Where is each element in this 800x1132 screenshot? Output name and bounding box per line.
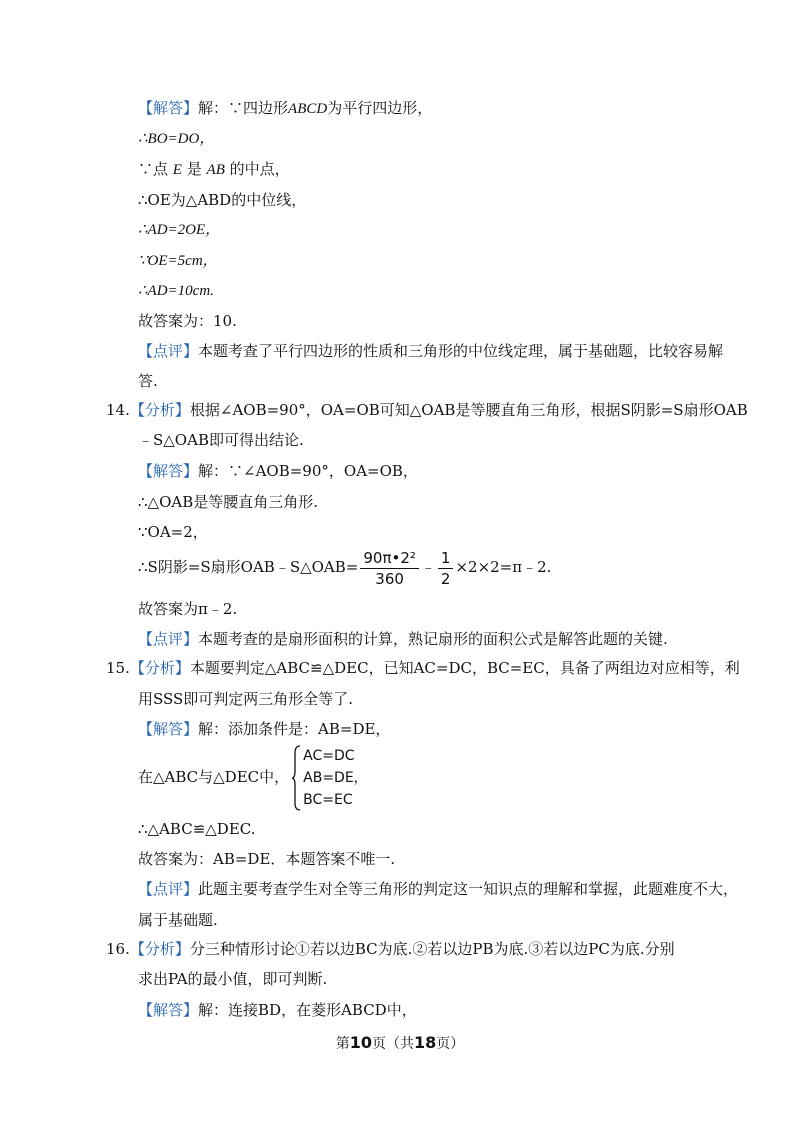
system-row: AC=DC — [303, 748, 355, 764]
footer-text: 页（共 — [372, 1036, 414, 1052]
fraction-numerator: 1 — [438, 548, 454, 569]
footer-text: 第 — [335, 1036, 350, 1052]
answer-tag: 【解答】 — [138, 720, 199, 738]
q16-analysis — [106, 938, 675, 960]
q16-analysis-cont: 求出PA的最小值，即可判断. — [138, 970, 328, 988]
q16-answer-text: 解：连接BD，在菱形ABCD中， — [198, 1001, 417, 1019]
q14-analysis — [106, 399, 748, 421]
answer-tag: 【解答】 — [138, 462, 199, 480]
q15-answer-text: 解：添加条件是：AB=DE， — [198, 720, 391, 738]
system-row: BC=EC — [303, 792, 353, 808]
comment-tag: 【点评】 — [138, 880, 199, 898]
q14-analysis-cont: ﹣S△OAB即可得出结论. — [138, 431, 304, 449]
answer-tag: 【解答】 — [138, 1001, 199, 1019]
left-brace-icon — [291, 745, 301, 811]
q13-step: ∴AD=10cm. — [138, 283, 214, 299]
q15-analysis — [106, 657, 740, 679]
page-footer — [0, 1033, 800, 1053]
system-prefix: 在△ABC与△DEC中， — [138, 768, 290, 786]
q15-comment-text: 此题主要考查学生对全等三角形的判定这一知识点的理解和掌握，此题难度不大， — [198, 880, 739, 898]
q14-step: ∴△OAB是等腰直角三角形. — [138, 493, 319, 511]
q15-comment-cont: 属于基础题. — [138, 911, 218, 929]
answer-tag: 【解答】 — [138, 99, 199, 117]
question-number: 15. — [106, 659, 130, 677]
q14-comment — [138, 628, 668, 650]
q13-comment-text: 本题考查了平行四边形的性质和三角形的中位线定理，属于基础题，比较容易解 — [198, 342, 724, 360]
fraction-denominator: 2 — [440, 569, 451, 588]
q13-text: ∵点 — [138, 160, 169, 178]
q13-comment — [138, 340, 723, 362]
q15-step: ∴△ABC≌△DEC. — [138, 820, 256, 838]
q13-step: ∴AD=2OE， — [138, 222, 221, 238]
analysis-tag: 【分析】 — [129, 401, 190, 419]
q13-step: ∵OE=5cm， — [138, 253, 218, 269]
q14-result: 故答案为π﹣2. — [138, 600, 238, 618]
q14-comment-text: 本题考查的是扇形面积的计算，熟记扇形的面积公式是解答此题的关键. — [198, 630, 668, 648]
q13-text: 的中点， — [229, 160, 290, 178]
q15-result: 故答案为：AB=DE．本题答案不唯一. — [138, 850, 396, 868]
q15-analysis-text: 本题要判定△ABC≌△DEC，已知AC=DC，BC=EC，具备了两组边对应相等，利 — [189, 659, 740, 677]
q13-var: E — [172, 162, 182, 178]
q13-step: ∴BO=DO， — [138, 131, 215, 147]
fraction — [360, 548, 419, 589]
q13-text: 是 — [186, 160, 202, 178]
q14-analysis-text: 根据∠AOB=90°，OA=OB可知△OAB是等腰直角三角形，根据S阴影=S扇形OAB — [189, 401, 748, 419]
q15-system — [138, 744, 368, 811]
q16-answer — [138, 999, 417, 1021]
q13-comment-cont: 答. — [138, 372, 158, 390]
q16-analysis-text: 分三种情形讨论①若以边BC为底.②若以边PB为底.③若以边PC为底.分别 — [189, 940, 675, 958]
q13-var: ABCD — [288, 101, 328, 117]
equation-system — [291, 745, 368, 811]
equation-rhs: ×2×2=π﹣2. — [455, 558, 552, 576]
fraction-denominator: 360 — [375, 569, 404, 588]
q13-text: 为平行四边形， — [327, 99, 433, 117]
q15-comment — [138, 878, 738, 900]
q14-equation — [138, 545, 551, 589]
comment-tag: 【点评】 — [138, 342, 199, 360]
q15-analysis-cont: 用SSS即可判定两三角形全等了. — [138, 690, 354, 708]
analysis-tag: 【分析】 — [129, 940, 190, 958]
equation-lhs: ∴S阴影=S扇形OAB﹣S△OAB= — [138, 558, 359, 576]
fraction — [438, 548, 454, 589]
question-number: 16. — [106, 940, 130, 958]
q14-answer — [138, 460, 418, 482]
comment-tag: 【点评】 — [138, 630, 199, 648]
q14-answer-text: 解：∵∠AOB=90°，OA=OB， — [198, 462, 418, 480]
fraction-numerator: 90π•2² — [360, 548, 419, 569]
q14-step: ∵OA=2， — [138, 523, 208, 541]
q13-text: 解：∵四边形 — [198, 99, 289, 117]
question-number: 14. — [106, 401, 130, 419]
q13-answer-line — [138, 97, 432, 120]
footer-text: 页） — [436, 1036, 465, 1052]
total-pages-number: 18 — [414, 1033, 437, 1052]
q15-answer — [138, 718, 390, 740]
analysis-tag: 【分析】 — [129, 659, 190, 677]
system-row: AB=DE， — [303, 770, 368, 786]
q13-step — [138, 158, 290, 181]
minus-sign: ﹣ — [420, 558, 436, 576]
q13-var: AB — [206, 162, 225, 178]
current-page-number: 10 — [349, 1033, 372, 1052]
q13-result: 故答案为：10. — [138, 312, 237, 330]
q13-step: ∴OE为△ABD的中位线， — [138, 191, 307, 209]
